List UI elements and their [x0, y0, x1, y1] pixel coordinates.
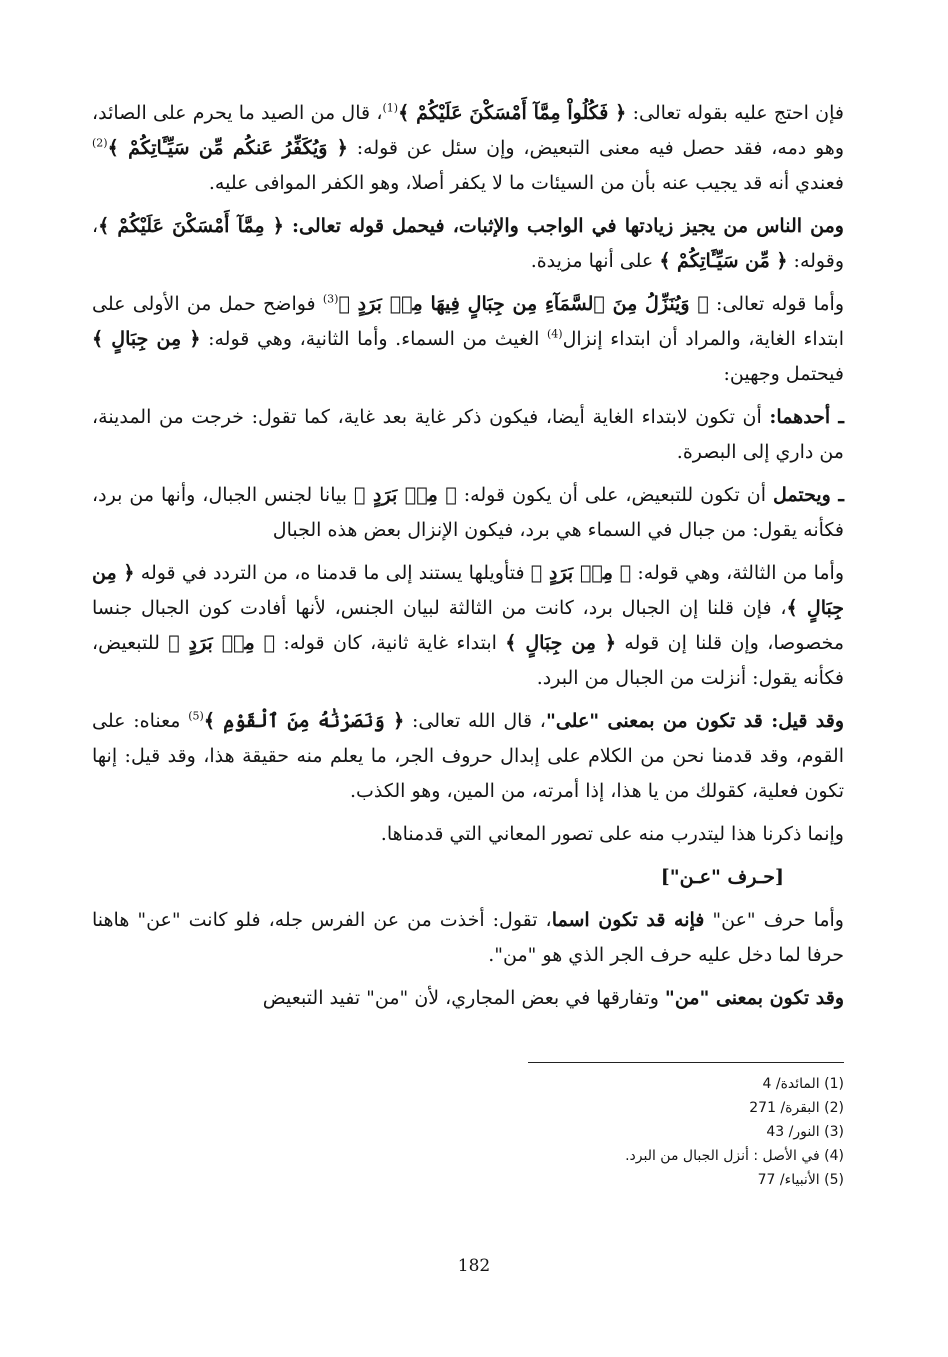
page-number: 182 [457, 1256, 491, 1276]
text-run: معناه: على القوم، وقد قدمنا نحن من الكلام على إبدال حروف الجر، ما يعلم منه حقيقة هذا، وقد قيل: إنها تكون فعلية، كقولك من يا هذا، إذا أمرته، من المين، وهو الكذب. [92, 710, 844, 802]
paragraph-5 [92, 478, 844, 548]
paragraph-2 [92, 209, 844, 279]
quran-verse: ﴿ مِنۢ بَرَدٍ ﴾ [530, 562, 632, 584]
bold-lead: وقد قيل: قد تكون من بمعنى "على" [545, 710, 844, 732]
footnote-1: (1) المائدة/ 4 [762, 1076, 844, 1092]
paragraph-7 [92, 704, 844, 809]
footnote-ref: (2) [92, 136, 108, 150]
text-run: ، وقوله: [92, 215, 844, 272]
paragraph-1 [92, 96, 844, 201]
text-run: فإن احتج عليه بقوله تعالى: [626, 102, 844, 124]
paragraph-6 [92, 556, 844, 696]
bold-lead: ـ ويحتمل [772, 484, 844, 506]
paragraph-8 [92, 817, 844, 852]
quran-verse: ﴿ مِنۢ بَرَدٍ ﴾ [168, 632, 276, 654]
text-run: بيانا لجنس الجبال، وأنها من برد، فكأنه يقول: من جبال في السماء هي برد، فيكون الإنزال بعض هذه الجبال [92, 484, 844, 541]
footnote-2: (2) البقرة/ 271 [749, 1100, 844, 1116]
quran-verse: ﴿ مِنۢ بَرَدٍ ﴾ [354, 484, 457, 506]
text-run: أن تكون للتبعيض، على أن يكون قوله: [456, 484, 773, 506]
text-run: ، قال من الصيد ما يحرم على الصائد، وهو دمه، فقد حصل فيه معنى التبعيض، وإن سئل عن قوله: [92, 102, 844, 159]
quran-verse: ﴿ وَيُنَزِّلُ مِنَ ٱلسَّمَآءِ مِن جِبَالٍ فِيهَا مِنۢ بَرَدٍ ﴾ [338, 293, 709, 315]
quran-verse: ﴿ مِمَّآ أَمْسَكْنَ عَلَيْكُمْ ﴾ [98, 215, 293, 237]
footnote-divider [528, 1062, 844, 1063]
text-run: ، فإن قلنا إن الجبال برد، كانت من الثالثة لبيان الجنس، لأنها أفادت كون الجبال جنسا مخصوصا، وإن قلنا إن قوله [92, 597, 844, 654]
quran-verse: ﴿ مِّن سَيِّـَٔاتِكُمْ ﴾ [659, 250, 788, 272]
paragraph-4 [92, 400, 844, 470]
text-run: فتأويلها يستند إلى ما قدمنا ه، من التردد في قوله [134, 562, 531, 584]
text-run: وأما من الثالثة، وهي قوله: [631, 562, 844, 584]
quran-verse: ﴿ مِن جِبَالٍ ﴾ [92, 328, 201, 350]
text-run: وإنما ذكرنا هذا ليتدرب منه على تصور المعاني التي قدمناها. [380, 823, 844, 845]
quran-verse: ﴿ فَكُلُواْ مِمَّآ أَمْسَكْنَ عَلَيْكُمْ ﴾ [398, 102, 627, 124]
bold-lead: ومن الناس من يجيز زيادتها في الواجب والإثبات، فيحمل قوله تعالى: [292, 215, 844, 237]
section-heading: [حـرف "عـن"] [660, 866, 784, 888]
text-run: وتفارقها في بعض المجاري، لأن "من" تفيد التبعيض [262, 987, 665, 1009]
quran-verse: ﴿ مِن جِبَالٍ ﴾ [92, 562, 844, 619]
text-run: ، تقول: أخذت من عن الفرس جله، فلو كانت "عن" هاهنا حرفا لما دخل عليه حرف الجر الذي هو "من". [92, 909, 844, 966]
footnote-ref: (1) [382, 101, 399, 115]
text-run: للتبعيض، فكأنه يقول: أنزلت من الجبال من البرد. [92, 632, 844, 689]
bold-lead: وقد تكون بمعنى "من" [664, 987, 844, 1009]
text-run: وأما قوله تعالى: [708, 293, 844, 315]
bold-lead: ـ أحدهما: [769, 406, 844, 428]
text-run: ، قال الله تعالى: [404, 710, 546, 732]
footnote-ref: (3) [322, 292, 339, 306]
paragraph-9 [92, 903, 844, 973]
text-run: ابتداء غاية ثانية، كان قوله: [275, 632, 506, 654]
quran-verse: ﴿ وَنَصَرْنَٰهُ مِنَ ٱلْقَوْمِ ﴾ [203, 710, 405, 732]
text-run: الغيث من السماء. وأما الثانية، وهي قوله: [200, 328, 547, 350]
quran-verse: ﴿ مِن جِبَالٍ ﴾ [505, 632, 617, 654]
quran-verse: ﴿ وَيُكَفِّرُ عَنكُم مِّن سَيِّـَٔاتِكُمْ ﴾ [107, 137, 348, 159]
text-run: فعندي أنه قد يجيب عنه بأن من السيئات ما لا يكفر أصلا، وهو الكفر الموافى عليه. [208, 172, 844, 194]
text-run: أن تكون لابتداء الغاية أيضا، فيكون ذكر غاية بعد غاية، كما تقول: خرجت من المدينة، من داري إلى البصرة. [92, 406, 844, 463]
footnote-ref: (5) [188, 709, 204, 723]
text-run: فيحتمل وجهين: [723, 363, 844, 385]
text-run: على أنها مزيدة. [530, 250, 660, 272]
footnotes [300, 1072, 844, 1192]
text-run: فواضح حمل من الأولى على ابتداء الغاية، والمراد أن ابتداء إنزال [92, 293, 844, 350]
paragraph-10 [92, 981, 844, 1016]
footnote-4: (4) في الأصل : أنزل الجبال من البرد. [625, 1148, 844, 1164]
paragraph-3 [92, 287, 844, 392]
footnote-3: (3) النور/ 43 [766, 1124, 844, 1140]
bold-phrase: فإنه قد تكون اسما [551, 909, 705, 931]
text-run: وأما حرف "عن" [704, 909, 844, 931]
footnote-ref: (4) [546, 327, 563, 341]
main-text [92, 96, 844, 1024]
footnote-5: (5) الأنبياء/ 77 [757, 1172, 844, 1188]
